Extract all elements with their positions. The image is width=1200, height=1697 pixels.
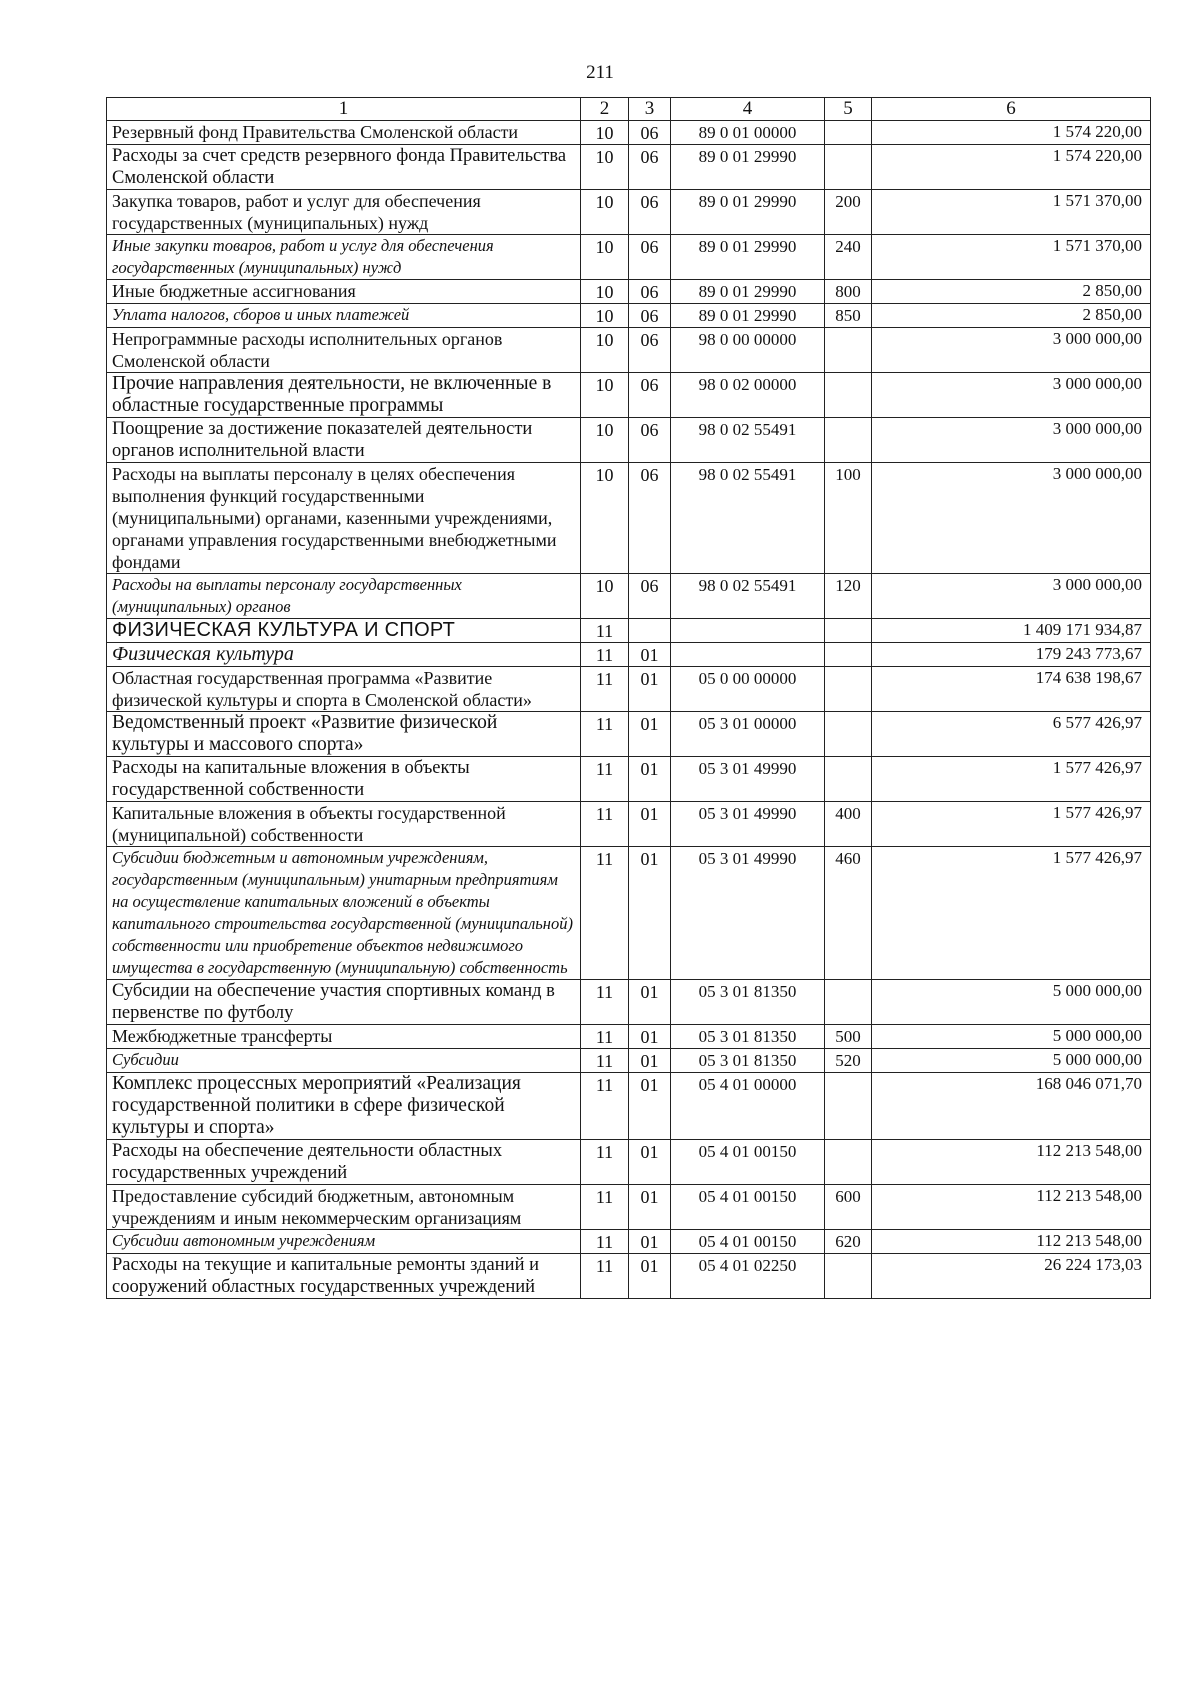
section-code-cell: 10 xyxy=(581,463,629,574)
expense-type-cell xyxy=(825,328,872,373)
target-article-cell: 05 4 01 00150 xyxy=(671,1230,825,1254)
section-code-cell: 11 xyxy=(581,757,629,802)
amount-cell: 5 000 000,00 xyxy=(872,980,1151,1025)
table-row xyxy=(107,667,1151,712)
target-article-cell: 98 0 02 00000 xyxy=(671,373,825,418)
expense-name-cell: Иные бюджетные ассигнования xyxy=(107,280,581,304)
expense-type-cell: 100 xyxy=(825,463,872,574)
target-article-cell: 89 0 01 29990 xyxy=(671,235,825,280)
section-code-cell: 11 xyxy=(581,619,629,643)
table-row xyxy=(107,304,1151,328)
target-article-cell: 89 0 01 00000 xyxy=(671,121,825,145)
section-code-cell: 11 xyxy=(581,643,629,667)
expense-type-cell: 200 xyxy=(825,190,872,235)
expense-type-cell: 240 xyxy=(825,235,872,280)
table-row xyxy=(107,190,1151,235)
target-article-cell: 05 0 00 00000 xyxy=(671,667,825,712)
expense-name-cell: Прочие направления деятельности, не включенные в областные государственные программы xyxy=(107,373,581,418)
section-code-cell: 11 xyxy=(581,1140,629,1185)
target-article-cell: 05 4 01 00150 xyxy=(671,1140,825,1185)
table-row xyxy=(107,1254,1151,1299)
expense-name-cell: Субсидии xyxy=(107,1049,581,1073)
expense-name-cell: Расходы на текущие и капитальные ремонты зданий и сооружений областных государственных учреждений xyxy=(107,1254,581,1299)
section-code-cell: 11 xyxy=(581,980,629,1025)
amount-cell: 1 574 220,00 xyxy=(872,121,1151,145)
expense-type-cell xyxy=(825,712,872,757)
subsection-code-cell: 06 xyxy=(629,328,671,373)
subsection-code-cell: 01 xyxy=(629,1230,671,1254)
subsection-code-cell: 01 xyxy=(629,802,671,847)
amount-cell: 1 574 220,00 xyxy=(872,145,1151,190)
subsection-code-cell: 01 xyxy=(629,643,671,667)
target-article-cell xyxy=(671,619,825,643)
amount-cell: 112 213 548,00 xyxy=(872,1230,1151,1254)
amount-cell: 3 000 000,00 xyxy=(872,574,1151,619)
expense-type-cell: 600 xyxy=(825,1185,872,1230)
section-code-cell: 10 xyxy=(581,145,629,190)
amount-cell: 1 571 370,00 xyxy=(872,190,1151,235)
amount-cell: 2 850,00 xyxy=(872,280,1151,304)
subsection-code-cell: 06 xyxy=(629,463,671,574)
target-article-cell: 05 3 01 49990 xyxy=(671,847,825,980)
subsection-code-cell: 01 xyxy=(629,1049,671,1073)
expense-type-cell xyxy=(825,667,872,712)
amount-cell: 2 850,00 xyxy=(872,304,1151,328)
section-code-cell: 10 xyxy=(581,373,629,418)
table-row xyxy=(107,280,1151,304)
expense-name-cell: ФИЗИЧЕСКАЯ КУЛЬТУРА И СПОРТ xyxy=(107,619,581,643)
expense-name-cell: Непрограммные расходы исполнительных органов Смоленской области xyxy=(107,328,581,373)
amount-cell: 179 243 773,67 xyxy=(872,643,1151,667)
target-article-cell: 05 4 01 00150 xyxy=(671,1185,825,1230)
table-row xyxy=(107,418,1151,463)
expense-type-cell: 120 xyxy=(825,574,872,619)
target-article-cell: 05 3 01 49990 xyxy=(671,802,825,847)
section-code-cell: 10 xyxy=(581,304,629,328)
header-col-3: 3 xyxy=(629,98,671,121)
target-article-cell: 05 3 01 81350 xyxy=(671,1025,825,1049)
expense-name-cell: Уплата налогов, сборов и иных платежей xyxy=(107,304,581,328)
table-body xyxy=(107,121,1151,1299)
subsection-code-cell: 01 xyxy=(629,712,671,757)
header-col-4: 4 xyxy=(671,98,825,121)
section-code-cell: 11 xyxy=(581,1185,629,1230)
amount-cell: 1 577 426,97 xyxy=(872,802,1151,847)
subsection-code-cell: 01 xyxy=(629,1254,671,1299)
section-code-cell: 11 xyxy=(581,1254,629,1299)
table-row xyxy=(107,847,1151,980)
amount-cell: 26 224 173,03 xyxy=(872,1254,1151,1299)
expense-name-cell: Иные закупки товаров, работ и услуг для обеспечения государственных (муниципальных) нужд xyxy=(107,235,581,280)
table-row xyxy=(107,463,1151,574)
section-code-cell: 11 xyxy=(581,1049,629,1073)
amount-cell: 1 409 171 934,87 xyxy=(872,619,1151,643)
expense-name-cell: Ведомственный проект «Развитие физической культуры и массового спорта» xyxy=(107,712,581,757)
header-row xyxy=(107,98,1151,121)
expense-name-cell: Расходы на капитальные вложения в объекты государственной собственности xyxy=(107,757,581,802)
subsection-code-cell: 06 xyxy=(629,574,671,619)
table-row xyxy=(107,574,1151,619)
subsection-code-cell: 06 xyxy=(629,145,671,190)
subsection-code-cell: 06 xyxy=(629,190,671,235)
subsection-code-cell: 01 xyxy=(629,1025,671,1049)
section-code-cell: 10 xyxy=(581,235,629,280)
subsection-code-cell: 01 xyxy=(629,847,671,980)
expense-name-cell: Субсидии автономным учреждениям xyxy=(107,1230,581,1254)
table-row xyxy=(107,1025,1151,1049)
target-article-cell: 98 0 02 55491 xyxy=(671,418,825,463)
expense-name-cell: Капитальные вложения в объекты государственной (муниципальной) собственности xyxy=(107,802,581,847)
table-row xyxy=(107,619,1151,643)
section-code-cell: 11 xyxy=(581,667,629,712)
expense-type-cell: 400 xyxy=(825,802,872,847)
subsection-code-cell xyxy=(629,619,671,643)
expense-type-cell xyxy=(825,418,872,463)
table-row xyxy=(107,1185,1151,1230)
expense-type-cell xyxy=(825,619,872,643)
section-code-cell: 11 xyxy=(581,847,629,980)
section-code-cell: 11 xyxy=(581,1230,629,1254)
table-row xyxy=(107,373,1151,418)
table-row xyxy=(107,980,1151,1025)
target-article-cell: 98 0 02 55491 xyxy=(671,574,825,619)
expense-name-cell: Субсидии на обеспечение участия спортивных команд в первенстве по футболу xyxy=(107,980,581,1025)
expense-type-cell xyxy=(825,145,872,190)
table-row xyxy=(107,328,1151,373)
subsection-code-cell: 01 xyxy=(629,980,671,1025)
section-code-cell: 10 xyxy=(581,190,629,235)
table-row xyxy=(107,757,1151,802)
header-col-6: 6 xyxy=(872,98,1151,121)
target-article-cell: 98 0 00 00000 xyxy=(671,328,825,373)
expense-type-cell xyxy=(825,121,872,145)
target-article-cell: 05 3 01 81350 xyxy=(671,1049,825,1073)
expense-name-cell: Межбюджетные трансферты xyxy=(107,1025,581,1049)
subsection-code-cell: 06 xyxy=(629,280,671,304)
amount-cell: 112 213 548,00 xyxy=(872,1185,1151,1230)
table-row xyxy=(107,1230,1151,1254)
expense-name-cell: Резервный фонд Правительства Смоленской области xyxy=(107,121,581,145)
table-row xyxy=(107,802,1151,847)
amount-cell: 3 000 000,00 xyxy=(872,418,1151,463)
target-article-cell: 89 0 01 29990 xyxy=(671,304,825,328)
table-row xyxy=(107,121,1151,145)
target-article-cell: 89 0 01 29990 xyxy=(671,280,825,304)
expense-name-cell: Расходы на выплаты персоналу государственных (муниципальных) органов xyxy=(107,574,581,619)
expense-name-cell: Физическая культура xyxy=(107,643,581,667)
section-code-cell: 10 xyxy=(581,574,629,619)
expense-name-cell: Комплекс процессных мероприятий «Реализация государственной политики в сфере физической культуры и спорта» xyxy=(107,1073,581,1140)
expense-name-cell: Поощрение за достижение показателей деятельности органов исполнительной власти xyxy=(107,418,581,463)
amount-cell: 112 213 548,00 xyxy=(872,1140,1151,1185)
target-article-cell xyxy=(671,643,825,667)
target-article-cell: 05 4 01 00000 xyxy=(671,1073,825,1140)
table-row xyxy=(107,145,1151,190)
target-article-cell: 05 3 01 81350 xyxy=(671,980,825,1025)
expense-type-cell: 520 xyxy=(825,1049,872,1073)
expense-type-cell xyxy=(825,1073,872,1140)
expense-type-cell xyxy=(825,643,872,667)
table-row xyxy=(107,235,1151,280)
table-row xyxy=(107,1073,1151,1140)
amount-cell: 6 577 426,97 xyxy=(872,712,1151,757)
expense-type-cell xyxy=(825,980,872,1025)
amount-cell: 1 571 370,00 xyxy=(872,235,1151,280)
amount-cell: 3 000 000,00 xyxy=(872,373,1151,418)
section-code-cell: 10 xyxy=(581,328,629,373)
table-row xyxy=(107,712,1151,757)
expense-type-cell: 850 xyxy=(825,304,872,328)
section-code-cell: 11 xyxy=(581,712,629,757)
target-article-cell: 05 3 01 00000 xyxy=(671,712,825,757)
expense-name-cell: Предоставление субсидий бюджетным, автономным учреждениям и иным некоммерческим организациям xyxy=(107,1185,581,1230)
subsection-code-cell: 01 xyxy=(629,667,671,712)
amount-cell: 3 000 000,00 xyxy=(872,463,1151,574)
target-article-cell: 98 0 02 55491 xyxy=(671,463,825,574)
amount-cell: 5 000 000,00 xyxy=(872,1049,1151,1073)
target-article-cell: 05 3 01 49990 xyxy=(671,757,825,802)
amount-cell: 3 000 000,00 xyxy=(872,328,1151,373)
subsection-code-cell: 01 xyxy=(629,1185,671,1230)
subsection-code-cell: 06 xyxy=(629,235,671,280)
expense-name-cell: Расходы на обеспечение деятельности областных государственных учреждений xyxy=(107,1140,581,1185)
amount-cell: 5 000 000,00 xyxy=(872,1025,1151,1049)
expense-name-cell: Закупка товаров, работ и услуг для обеспечения государственных (муниципальных) нужд xyxy=(107,190,581,235)
expense-type-cell: 460 xyxy=(825,847,872,980)
subsection-code-cell: 01 xyxy=(629,757,671,802)
expense-name-cell: Расходы на выплаты персоналу в целях обеспечения выполнения функций государственными (муниципальными) органами, казенными учреждениями, органами управления государственными внебюджетными фондами xyxy=(107,463,581,574)
section-code-cell: 10 xyxy=(581,121,629,145)
section-code-cell: 11 xyxy=(581,1073,629,1140)
expense-type-cell xyxy=(825,757,872,802)
expense-name-cell: Расходы за счет средств резервного фонда Правительства Смоленской области xyxy=(107,145,581,190)
expense-name-cell: Субсидии бюджетным и автономным учреждениям, государственным (муниципальным) унитарным предприятиям на осуществление капитальных вложений в объекты капитального строительства государственной (муниципальной) собственности или приобретение объектов недвижимого имущества в государственную (муниципальную) собственность xyxy=(107,847,581,980)
header-col-5: 5 xyxy=(825,98,872,121)
target-article-cell: 89 0 01 29990 xyxy=(671,145,825,190)
subsection-code-cell: 06 xyxy=(629,418,671,463)
section-code-cell: 10 xyxy=(581,280,629,304)
expense-type-cell xyxy=(825,1140,872,1185)
amount-cell: 1 577 426,97 xyxy=(872,757,1151,802)
expense-type-cell: 500 xyxy=(825,1025,872,1049)
section-code-cell: 10 xyxy=(581,418,629,463)
target-article-cell: 89 0 01 29990 xyxy=(671,190,825,235)
expense-type-cell xyxy=(825,1254,872,1299)
subsection-code-cell: 06 xyxy=(629,121,671,145)
subsection-code-cell: 06 xyxy=(629,373,671,418)
expense-type-cell: 620 xyxy=(825,1230,872,1254)
section-code-cell: 11 xyxy=(581,1025,629,1049)
subsection-code-cell: 01 xyxy=(629,1140,671,1185)
table-row xyxy=(107,643,1151,667)
amount-cell: 1 577 426,97 xyxy=(872,847,1151,980)
subsection-code-cell: 06 xyxy=(629,304,671,328)
page-number: 211 xyxy=(586,62,614,83)
budget-table xyxy=(106,97,1151,1299)
expense-type-cell: 800 xyxy=(825,280,872,304)
header-col-2: 2 xyxy=(581,98,629,121)
header-col-1: 1 xyxy=(107,98,581,121)
section-code-cell: 11 xyxy=(581,802,629,847)
amount-cell: 168 046 071,70 xyxy=(872,1073,1151,1140)
subsection-code-cell: 01 xyxy=(629,1073,671,1140)
table-row xyxy=(107,1140,1151,1185)
expense-type-cell xyxy=(825,373,872,418)
table-row xyxy=(107,1049,1151,1073)
expense-name-cell: Областная государственная программа «Развитие физической культуры и спорта в Смоленской области» xyxy=(107,667,581,712)
target-article-cell: 05 4 01 02250 xyxy=(671,1254,825,1299)
amount-cell: 174 638 198,67 xyxy=(872,667,1151,712)
